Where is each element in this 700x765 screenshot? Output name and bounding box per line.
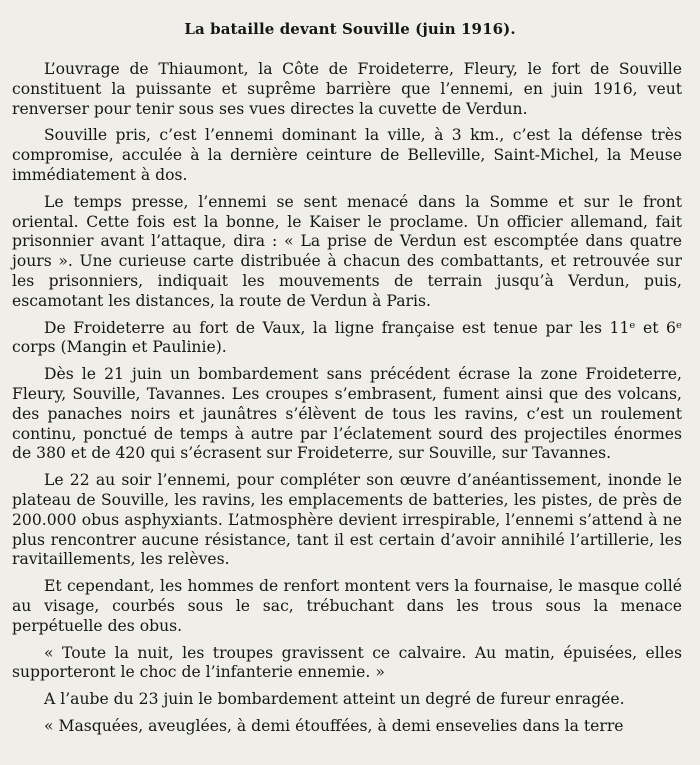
paragraph: Le temps presse, l’ennemi se sent menacé dans la Somme et sur le front oriental. Cette fois est la bonne, le Kaiser le proclame. Un officier allemand, fait prisonnier avant l’attaque, dira : « La prise de Verdun est escomptée dans quatre jours ». Une curieuse carte distribuée à chacun des combattants, et retrouvée sur les prisonniers, indiquait les mouvements de terrain jusqu’à Verdun, puis, escamotant les distances, la route de Verdun à Paris. xyxy=(12,192,682,310)
paragraph: L’ouvrage de Thiaumont, la Côte de Froideterre, Fleury, le fort de Souville constituent la puissante et suprême barrière que l’ennemi, en juin 1916, veut renverser pour tenir sous ses vues directes la cuvette de Verdun. xyxy=(12,60,682,118)
paragraph: Souville pris, c’est l’ennemi dominant la ville, à 3 km., c’est la défense très compromise, acculée à la dernière ceinture de Belleville, Saint-Michel, la Meuse immédiatement à dos. xyxy=(12,126,682,184)
paragraph: Et cependant, les hommes de renfort montent vers la fournaise, le masque collé au visage, courbés sous le sac, trébuchant dans les trous sous la menace perpétuelle des obus. xyxy=(12,577,682,635)
paragraph: « Masquées, aveuglées, à demi étouffées, à demi ensevelies dans la terre xyxy=(44,716,624,735)
paragraph: De Froideterre au fort de Vaux, la ligne française est tenue par les 11ᵉ et 6ᵉ corps (Mangin et Paulinie). xyxy=(12,318,682,357)
paragraph: « Toute la nuit, les troupes gravissent ce calvaire. Au matin, épuisées, elles supporteront le choc de l’infanterie ennemie. » xyxy=(12,643,682,682)
paragraph: Le 22 au soir l’ennemi, pour compléter son œuvre d’anéantissement, inonde le plateau de Souville, les ravins, les emplacements de batteries, les pistes, de près de 200.000 obus asphyxiants. L’atmosphère devient irrespirable, l’ennemi s’attend à ne plus rencontrer aucune résistance, tant il est certain d’avoir annihilé l’artillerie, les ravitaillements, les relèves. xyxy=(12,471,682,569)
body-text xyxy=(12,60,682,737)
paragraph: Dès le 21 juin un bombardement sans précédent écrase la zone Froideterre, Fleury, Souville, Tavannes. Les croupes s’embrasent, fument ainsi que des volcans, des panaches noirs et jaunâtres s’élèvent de tous les ravins, c’est un roulement continu, ponctué de temps à autre par l’éclatement sourd des projectiles énormes de 380 et de 420 qui s’écrasent sur Froideterre, sur Souville, sur Tavannes. xyxy=(12,365,682,463)
chapter-title: La bataille devant Souville (juin 1916). xyxy=(184,20,516,38)
paragraph: A l’aube du 23 juin le bombardement atteint un degré de fureur enragée. xyxy=(44,690,625,709)
